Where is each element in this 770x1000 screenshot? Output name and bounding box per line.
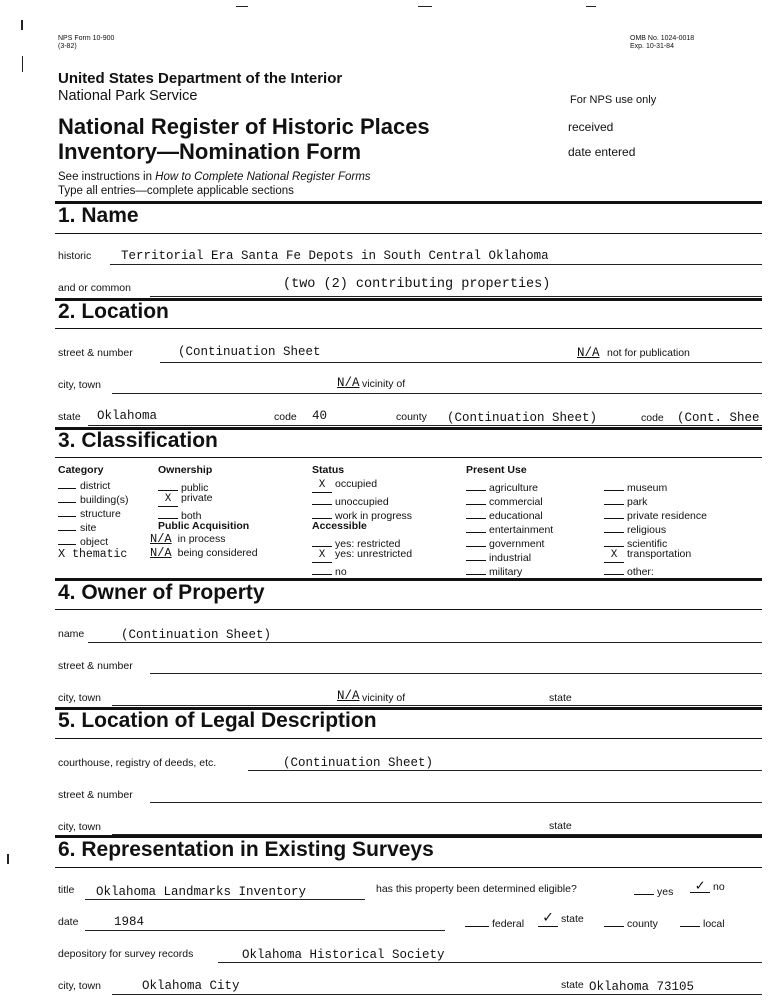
- survey-title-value[interactable]: Oklahoma Landmarks Inventory: [96, 885, 307, 899]
- nps-date-entered-label: date entered: [568, 145, 636, 159]
- owner-vicinity-label: vicinity of: [362, 692, 406, 704]
- acquisition-option-in-process[interactable]: N/A in process: [150, 532, 226, 546]
- state-value[interactable]: Oklahoma: [97, 409, 158, 423]
- field-underline: [150, 296, 762, 297]
- present-use-option-agriculture[interactable]: agriculture: [466, 478, 538, 492]
- present-use-option-educational[interactable]: educational: [466, 506, 543, 520]
- section-divider: [55, 738, 762, 739]
- field-underline: [112, 393, 762, 394]
- survey-level-local[interactable]: local: [680, 914, 725, 928]
- category-option-structure[interactable]: structure: [58, 506, 121, 520]
- section-divider: [55, 457, 762, 458]
- category-option-district[interactable]: district: [58, 478, 110, 492]
- section-divider: [55, 328, 762, 329]
- owner-vicinity-mark[interactable]: N/A: [337, 689, 360, 703]
- survey-date-value[interactable]: 1984: [114, 915, 145, 929]
- vicinity-mark[interactable]: N/A: [337, 376, 360, 390]
- status-option-work-in-progress[interactable]: work in progress: [312, 506, 412, 520]
- field-underline: [85, 930, 445, 931]
- category-option-thematic[interactable]: X thematic: [58, 547, 128, 561]
- scan-mark: [418, 6, 432, 7]
- ownership-option-public[interactable]: public: [158, 478, 208, 492]
- present-use-option-park[interactable]: park: [604, 492, 647, 506]
- scan-mark: [22, 56, 23, 72]
- section-2-heading: 2. Location: [58, 300, 169, 323]
- survey-date-label: date: [58, 916, 79, 928]
- city-town-label: city, town: [58, 379, 101, 391]
- legal-city-label: city, town: [58, 821, 101, 833]
- department-name: United States Department of the Interior: [58, 70, 343, 87]
- category-option-object[interactable]: object: [58, 534, 108, 548]
- field-underline: [88, 642, 762, 643]
- present-use-option-industrial[interactable]: industrial: [466, 548, 531, 562]
- survey-level-state[interactable]: ✓ state: [538, 910, 584, 924]
- street-number-label: street & number: [58, 347, 133, 359]
- present-use-option-commercial[interactable]: commercial: [466, 492, 543, 506]
- historic-name-value[interactable]: Territorial Era Santa Fe Depots in South Central Oklahoma: [121, 249, 549, 263]
- owner-name-label: name: [58, 628, 85, 640]
- section-4-heading: 4. Owner of Property: [58, 581, 265, 604]
- section-3-heading: 3. Classification: [58, 429, 218, 452]
- common-name-label: and or common: [58, 282, 131, 294]
- category-option-site[interactable]: site: [58, 520, 96, 534]
- scan-mark: [7, 854, 9, 864]
- section-divider: [55, 233, 762, 234]
- status-title: Status: [312, 464, 345, 476]
- survey-level-federal[interactable]: federal: [465, 914, 524, 928]
- scan-mark: [236, 6, 248, 7]
- present-use-title: Present Use: [466, 464, 527, 476]
- present-use-option-military[interactable]: military: [466, 562, 522, 576]
- courthouse-value[interactable]: (Continuation Sheet): [283, 756, 434, 770]
- survey-city-label: city, town: [58, 980, 101, 992]
- field-underline: [248, 770, 762, 771]
- historic-label: historic: [58, 250, 92, 262]
- eligible-question: has this property been determined eligible?: [376, 883, 577, 895]
- present-use-option-religious[interactable]: religious: [604, 520, 666, 534]
- survey-state-label: state: [561, 979, 584, 991]
- accessible-title: Accessible: [312, 520, 367, 532]
- legal-state-label: state: [549, 820, 572, 832]
- public-acquisition-title: Public Acquisition: [158, 520, 250, 532]
- survey-title-label: title: [58, 884, 75, 896]
- present-use-option-private-residence[interactable]: private residence: [604, 506, 707, 520]
- county-code-value[interactable]: (Cont. Shee: [677, 411, 760, 425]
- county-value[interactable]: (Continuation Sheet): [447, 411, 598, 425]
- not-for-publication-mark[interactable]: N/A: [577, 346, 600, 360]
- code-label: code: [274, 411, 297, 423]
- field-underline: [218, 962, 762, 963]
- category-title: Category: [58, 464, 104, 476]
- courthouse-label: courthouse, registry of deeds, etc.: [58, 757, 217, 769]
- legal-street-label: street & number: [58, 789, 133, 801]
- owner-city-label: city, town: [58, 692, 101, 704]
- ownership-option-both[interactable]: both: [158, 506, 201, 520]
- field-underline: [150, 673, 762, 674]
- instructions-line1: See instructions in How to Complete National Register Forms: [58, 171, 371, 183]
- present-use-option-museum[interactable]: museum: [604, 478, 667, 492]
- field-underline: [150, 802, 762, 803]
- survey-city-value[interactable]: Oklahoma City: [142, 979, 240, 993]
- field-underline: [112, 705, 762, 706]
- form-revision: (3-82): [58, 43, 77, 50]
- accessible-option-no[interactable]: no: [312, 562, 347, 576]
- not-for-publication-label: not for publication: [607, 347, 690, 359]
- present-use-option-government[interactable]: government: [466, 534, 544, 548]
- category-option-buildings[interactable]: building(s): [58, 492, 128, 506]
- section-divider: [55, 609, 762, 610]
- depository-value[interactable]: Oklahoma Historical Society: [242, 948, 445, 962]
- survey-state-value[interactable]: Oklahoma 73105: [589, 980, 695, 994]
- acquisition-option-being-considered[interactable]: N/A being considered: [150, 546, 258, 560]
- survey-level-county[interactable]: county: [604, 914, 658, 928]
- omb-number: OMB No. 1024-0018: [630, 35, 695, 42]
- form-title-line1: National Register of Historic Places: [58, 114, 430, 139]
- accessible-option-restricted[interactable]: yes: restricted: [312, 534, 400, 548]
- eligible-yes-option[interactable]: yes: [634, 882, 673, 896]
- section-divider: [55, 201, 762, 204]
- field-underline: [110, 264, 762, 265]
- section-divider: [55, 867, 762, 868]
- code-value[interactable]: 40: [312, 409, 328, 423]
- accessible-option-unrestricted[interactable]: X yes: unrestricted: [312, 548, 412, 562]
- omb-expiration: Exp. 10-31-84: [630, 43, 674, 50]
- section-5-heading: 5. Location of Legal Description: [58, 709, 377, 732]
- service-name: National Park Service: [58, 88, 198, 104]
- owner-street-label: street & number: [58, 660, 133, 672]
- form-number: NPS Form 10-900: [58, 35, 115, 42]
- common-name-value[interactable]: (two (2) contributing properties): [283, 277, 551, 292]
- scan-mark: [21, 20, 23, 30]
- vicinity-label: vicinity of: [362, 378, 406, 390]
- present-use-option-transportation[interactable]: X transportation: [604, 548, 691, 562]
- field-underline: [112, 994, 762, 995]
- eligible-no-option[interactable]: ✓ no: [690, 880, 725, 894]
- section-6-heading: 6. Representation in Existing Surveys: [58, 838, 434, 861]
- status-option-occupied[interactable]: X occupied: [312, 478, 377, 492]
- depository-label: depository for survey records: [58, 948, 194, 960]
- county-code-label: code: [641, 412, 664, 424]
- form-title-line2: Inventory—Nomination Form: [58, 139, 362, 164]
- field-underline: [160, 362, 762, 363]
- owner-state-label: state: [549, 692, 572, 704]
- ownership-option-private[interactable]: X private: [158, 492, 213, 506]
- street-number-value[interactable]: (Continuation Sheet: [178, 345, 321, 359]
- owner-name-value[interactable]: (Continuation Sheet): [121, 628, 272, 642]
- state-label: state: [58, 411, 81, 423]
- status-option-unoccupied[interactable]: unoccupied: [312, 492, 389, 506]
- field-underline: [88, 425, 762, 426]
- present-use-option-scientific[interactable]: scientific: [604, 534, 667, 548]
- nps-received-label: received: [568, 120, 614, 134]
- present-use-option-other[interactable]: other:: [604, 562, 654, 576]
- county-label: county: [396, 411, 427, 423]
- section-1-heading: 1. Name: [58, 204, 139, 227]
- present-use-option-entertainment[interactable]: entertainment: [466, 520, 553, 534]
- ownership-title: Ownership: [158, 464, 213, 476]
- field-underline: [85, 899, 365, 900]
- scan-mark: [586, 6, 596, 7]
- nps-use-title: For NPS use only: [570, 94, 657, 106]
- instructions-line2: Type all entries—complete applicable sections: [58, 185, 294, 197]
